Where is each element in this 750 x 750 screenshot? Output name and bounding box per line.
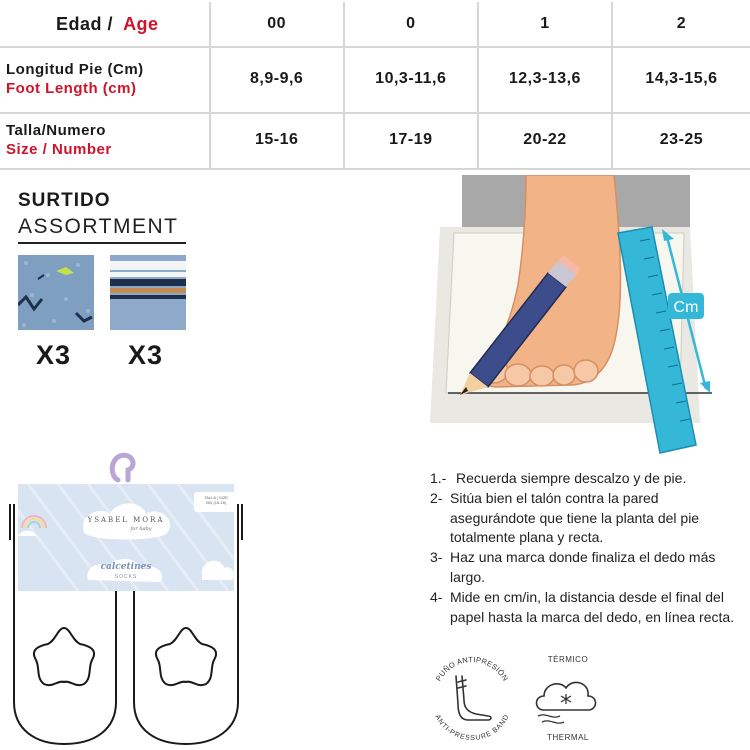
svg-text:PUÑO ANTIPRESIÓN <box>434 655 510 683</box>
thermal-cloud-icon <box>537 682 596 723</box>
thermal-badge <box>520 650 616 746</box>
size-row <box>0 112 750 168</box>
size-tag-line: TALLA | SIZE <box>204 495 228 500</box>
foot-length-cell: 10,3-11,6 <box>343 46 477 112</box>
instruction-step-text: Recuerda siempre descalzo y de pie. <box>456 470 687 486</box>
assortment-title: SURTIDO <box>18 190 111 211</box>
foot-length-label-es: Longitud Pie (Cm) <box>6 61 144 78</box>
foot-length-cell: 8,9-9,6 <box>209 46 343 112</box>
size-cell: 15-16 <box>209 112 343 168</box>
swatch-airplane-pattern <box>18 255 94 330</box>
size-cell: 20-22 <box>477 112 611 168</box>
size-label-en: Size / Number <box>6 141 112 158</box>
instruction-step <box>430 588 748 628</box>
measuring-instructions <box>430 469 748 627</box>
instruction-step <box>430 548 748 588</box>
instruction-step-text: Mide en cm/in, la distancia desde el final del papel hasta la marca del dedo, en línea recta. <box>450 588 735 625</box>
arrow-head-bottom <box>700 381 710 393</box>
unit-label: Cm <box>673 299 699 316</box>
table-divider <box>0 168 750 170</box>
foot-length-label <box>0 46 209 112</box>
thermal-bottom-text: THERMAL <box>547 733 589 742</box>
foot-length-cell: 12,3-13,6 <box>477 46 611 112</box>
swatch-stripe-pattern <box>110 255 186 330</box>
instruction-step <box>430 469 748 489</box>
foot-measure-illustration <box>430 175 730 455</box>
assortment-divider <box>18 242 186 244</box>
brand-name: YSABEL MORA <box>87 516 165 524</box>
size-label-es: Talla/Numero <box>6 122 106 139</box>
age-label-es: Edad / <box>56 13 114 34</box>
instruction-step-text: Haz una marca donde finaliza el dedo más largo. <box>450 549 716 585</box>
age-label-en: Age <box>123 13 159 34</box>
product-name: calcetines <box>100 562 152 572</box>
age-cell: 00 <box>209 2 343 46</box>
instruction-step <box>430 489 748 548</box>
age-cell: 1 <box>477 2 611 46</box>
airplane-pattern-icon <box>18 255 94 330</box>
foot-length-label-en: Foot Length (cm) <box>6 80 137 97</box>
age-cell: 2 <box>611 2 750 46</box>
size-cell: 23-25 <box>611 112 750 168</box>
size-table <box>0 0 750 170</box>
foot-length-row <box>0 46 750 112</box>
instruction-step-number: 3- <box>430 549 443 566</box>
instruction-step-number: 2- <box>430 489 443 506</box>
package-card <box>18 484 234 591</box>
size-tag <box>194 492 234 512</box>
instruction-step-text: Sitúa bien el talón contra la pared asegurándote que tiene la planta del pie totalmente plana y recta. <box>450 489 700 546</box>
product-name-en: SOCKS <box>114 574 138 580</box>
stripe-pattern-icon <box>110 255 186 330</box>
foot-length-cell: 14,3-15,6 <box>611 46 750 112</box>
instruction-step-number: 1.- <box>430 470 447 486</box>
thermal-top-text: TÉRMICO <box>547 655 589 664</box>
hanger-icon <box>112 455 133 480</box>
age-row-label <box>0 2 209 46</box>
svg-text:ANTI-PRESSURE BAND <box>433 714 510 742</box>
age-cell: 0 <box>343 2 477 46</box>
assortment-qty: X3 <box>128 340 164 370</box>
anti-pressure-bottom-text: ANTI-PRESSURE BAND <box>433 713 511 743</box>
anti-pressure-top-text: PUÑO ANTIPRESIÓN <box>433 654 511 683</box>
assortment-qty: X3 <box>36 340 72 370</box>
brand-subtitle: for baby <box>130 526 152 532</box>
anti-pressure-badge <box>424 650 520 746</box>
size-tag-line: 000 (15-16) <box>205 500 227 505</box>
age-row <box>0 2 750 46</box>
size-cell: 17-19 <box>343 112 477 168</box>
ankle-icon <box>456 676 491 720</box>
size-label <box>0 112 209 168</box>
instruction-step-number: 4- <box>430 588 443 605</box>
assortment-title-en: ASSORTMENT <box>18 215 179 238</box>
